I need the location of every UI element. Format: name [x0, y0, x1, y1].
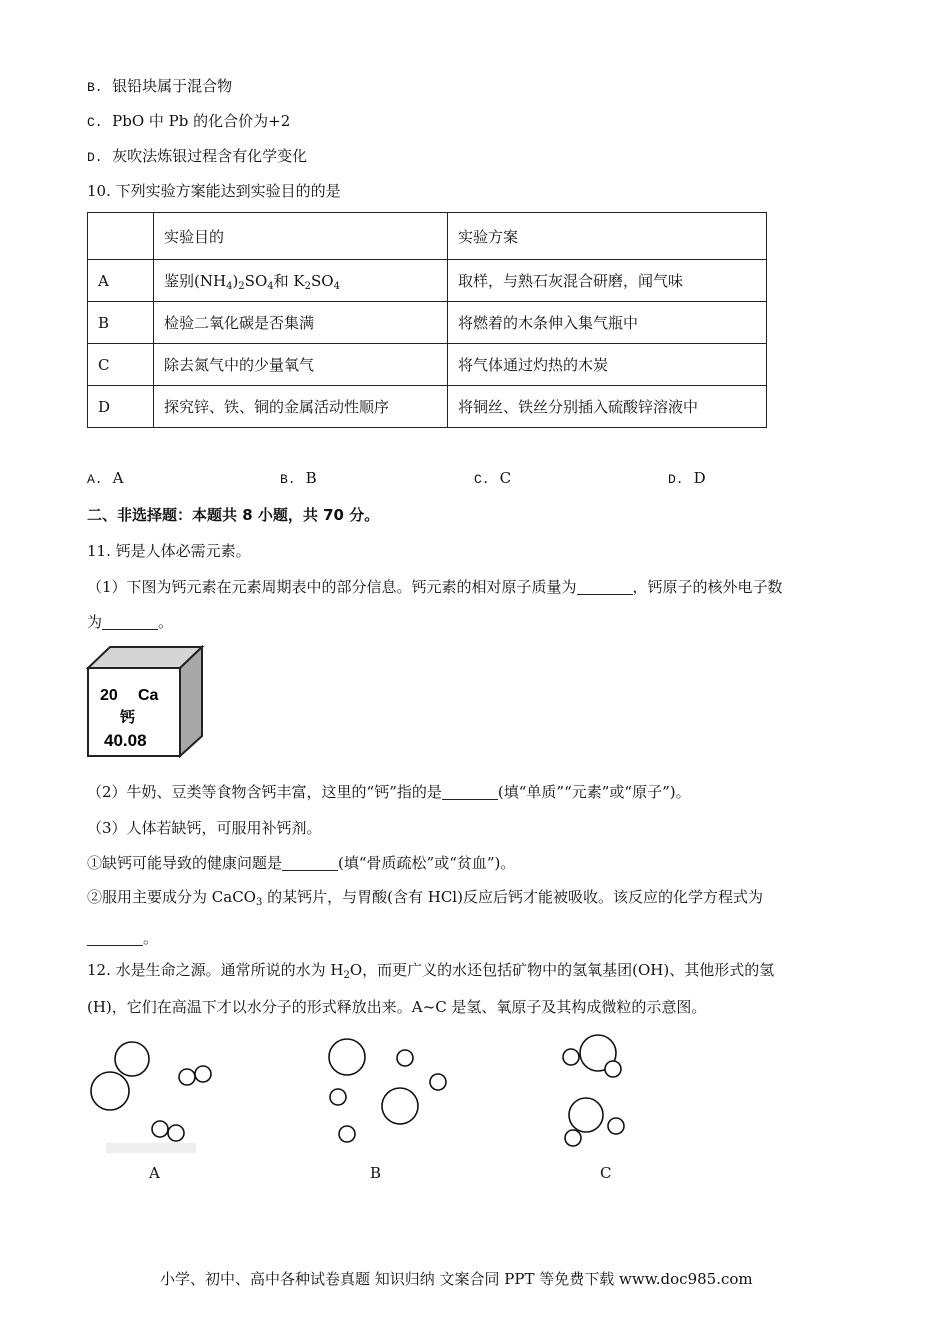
answer-blank[interactable]	[442, 783, 498, 800]
hydrogen-atom-icon	[605, 1061, 621, 1077]
table-row	[88, 344, 767, 386]
row-purpose: 除去氮气中的少量氧气	[154, 344, 448, 386]
option-key: D.	[87, 150, 103, 165]
oxygen-atom-icon	[329, 1039, 365, 1075]
element-cube-icon	[86, 644, 216, 762]
answer-blank[interactable]	[87, 929, 143, 946]
q12-line1: 12. 水是生命之源。通常所说的水为 $H_2O$，而更广义的水还包括矿物中的氢氧基团(OH)、其他形式的氢	[87, 961, 775, 981]
row-label: A	[88, 260, 154, 302]
row-purpose: 鉴别$(NH_4)_2SO_4$和 $K_2SO_4$	[154, 260, 448, 302]
header-plan: 实验方案	[448, 213, 767, 260]
page-footer: 小学、初中、高中各种试卷真题 知识归纳 文案合同 PPT 等免费下载 www.doc985.com	[160, 1270, 753, 1288]
diagram-label-b: B	[370, 1164, 382, 1182]
row-plan: 取样，与熟石灰混合研磨，闻气味	[448, 260, 767, 302]
hydrogen-atom-icon	[330, 1089, 346, 1105]
hydrogen-atom-icon	[179, 1069, 195, 1085]
hydrogen-atom-icon	[152, 1121, 168, 1137]
row-purpose: 探究锌、铁、铜的金属活动性顺序	[154, 386, 448, 428]
hydrogen-atom-icon	[339, 1126, 355, 1142]
table-row	[88, 386, 767, 428]
element-name: 钙	[120, 708, 136, 726]
oxygen-atom-icon	[569, 1098, 603, 1132]
q11-part1: （1）下图为钙元素在元素周期表中的部分信息。钙元素的相对原子质量为 ，钙原子的核外电子数	[87, 578, 783, 596]
hydrogen-atom-icon	[608, 1118, 624, 1134]
hydrogen-atom-icon	[430, 1074, 446, 1090]
row-plan: 将气体通过灼热的木炭	[448, 344, 767, 386]
particle-diagram-a	[86, 1030, 236, 1160]
header-blank	[88, 213, 154, 260]
q11-part3-2-answer: 。	[87, 927, 158, 949]
diagram-label-c: C	[600, 1164, 612, 1182]
row-plan: 将铜丝、铁丝分别插入硫酸锌溶液中	[448, 386, 767, 428]
hydrogen-atom-icon	[397, 1050, 413, 1066]
atomic-number: 20	[100, 687, 118, 704]
diagram-label-a: A	[149, 1164, 160, 1182]
q9-option-b	[87, 75, 232, 99]
hydrogen-atom-icon	[565, 1130, 581, 1146]
atomic-mass: 40.08	[104, 731, 147, 750]
table-row	[88, 260, 767, 302]
particle-diagram-b	[316, 1030, 456, 1160]
answer-blank[interactable]	[102, 613, 158, 630]
hydrogen-atom-icon	[195, 1066, 211, 1082]
row-label: D	[88, 386, 154, 428]
hydrogen-atom-icon	[168, 1125, 184, 1141]
option-key: B.	[87, 80, 103, 95]
oxygen-atom-icon	[115, 1042, 149, 1076]
header-purpose: 实验目的	[154, 213, 448, 260]
oxygen-atom-icon	[91, 1072, 129, 1110]
q12-line2: (H)，它们在高温下才以水分子的形式释放出来。A~C 是氢、氧原子及其构成微粒的示意图。	[87, 998, 707, 1016]
q10-stem: 10. 下列实验方案能达到实验目的的是	[87, 182, 341, 200]
element-symbol: Ca	[138, 687, 159, 704]
particle-diagram-c	[556, 1025, 646, 1155]
q10-answer-b[interactable]: B. B	[280, 469, 317, 487]
q10-answer-a[interactable]: A. A	[87, 469, 124, 487]
oxygen-atom-icon	[382, 1088, 418, 1124]
row-plan: 将燃着的木条伸入集气瓶中	[448, 302, 767, 344]
row-label: C	[88, 344, 154, 386]
option-text: 银铅块属于混合物	[112, 77, 233, 95]
table-row	[88, 302, 767, 344]
row-purpose: 检验二氧化碳是否集满	[154, 302, 448, 344]
q11-part3-1: ①缺钙可能导致的健康问题是 (填“骨质疏松”或“贫血”)。	[87, 854, 516, 872]
section-heading: 二、非选择题：本题共 8 小题，共 70 分。	[87, 506, 380, 524]
q11-part3: （3）人体若缺钙，可服用补钙剂。	[87, 819, 322, 837]
option-text: 灰吹法炼银过程含有化学变化	[112, 147, 308, 165]
q11-part1-cont: 为 。	[87, 613, 174, 631]
answer-blank[interactable]	[282, 854, 338, 871]
q11-part3-2: ②服用主要成分为 CaCO$_3$ 的某钙片，与胃酸(含有 HCl)反应后钙才能被吸收。该反应的化学方程式为	[87, 888, 763, 908]
q11-stem: 11. 钙是人体必需元素。	[87, 542, 251, 560]
hydrogen-atom-icon	[563, 1049, 579, 1065]
experiment-table	[87, 212, 767, 428]
option-key: C.	[87, 115, 103, 130]
row-label: B	[88, 302, 154, 344]
q10-answer-d[interactable]: D. D	[668, 469, 706, 487]
table-header-row	[88, 213, 767, 260]
q9-option-d	[87, 145, 307, 169]
q10-answer-c[interactable]: C. C	[474, 469, 512, 487]
option-text: PbO 中 Pb 的化合价为+2	[112, 112, 291, 130]
q11-part2: （2）牛奶、豆类等食物含钙丰富，这里的“钙”指的是 (填“单质”“元素”或“原子”)。	[87, 783, 691, 801]
q9-option-c	[87, 110, 290, 134]
answer-blank[interactable]	[577, 578, 633, 595]
